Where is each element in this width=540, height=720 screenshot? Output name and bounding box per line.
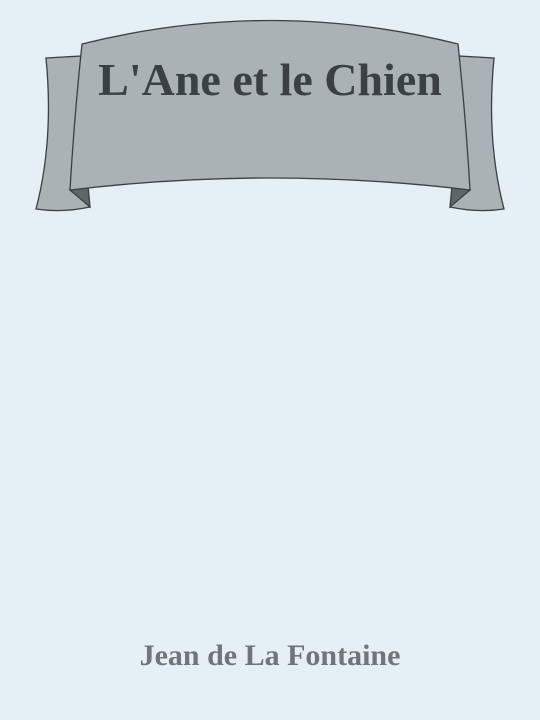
book-title: L'Ane et le Chien (98, 54, 442, 105)
book-author: Jean de La Fontaine (139, 639, 401, 672)
ribbon-icon (0, 0, 540, 230)
title-banner (0, 0, 540, 230)
